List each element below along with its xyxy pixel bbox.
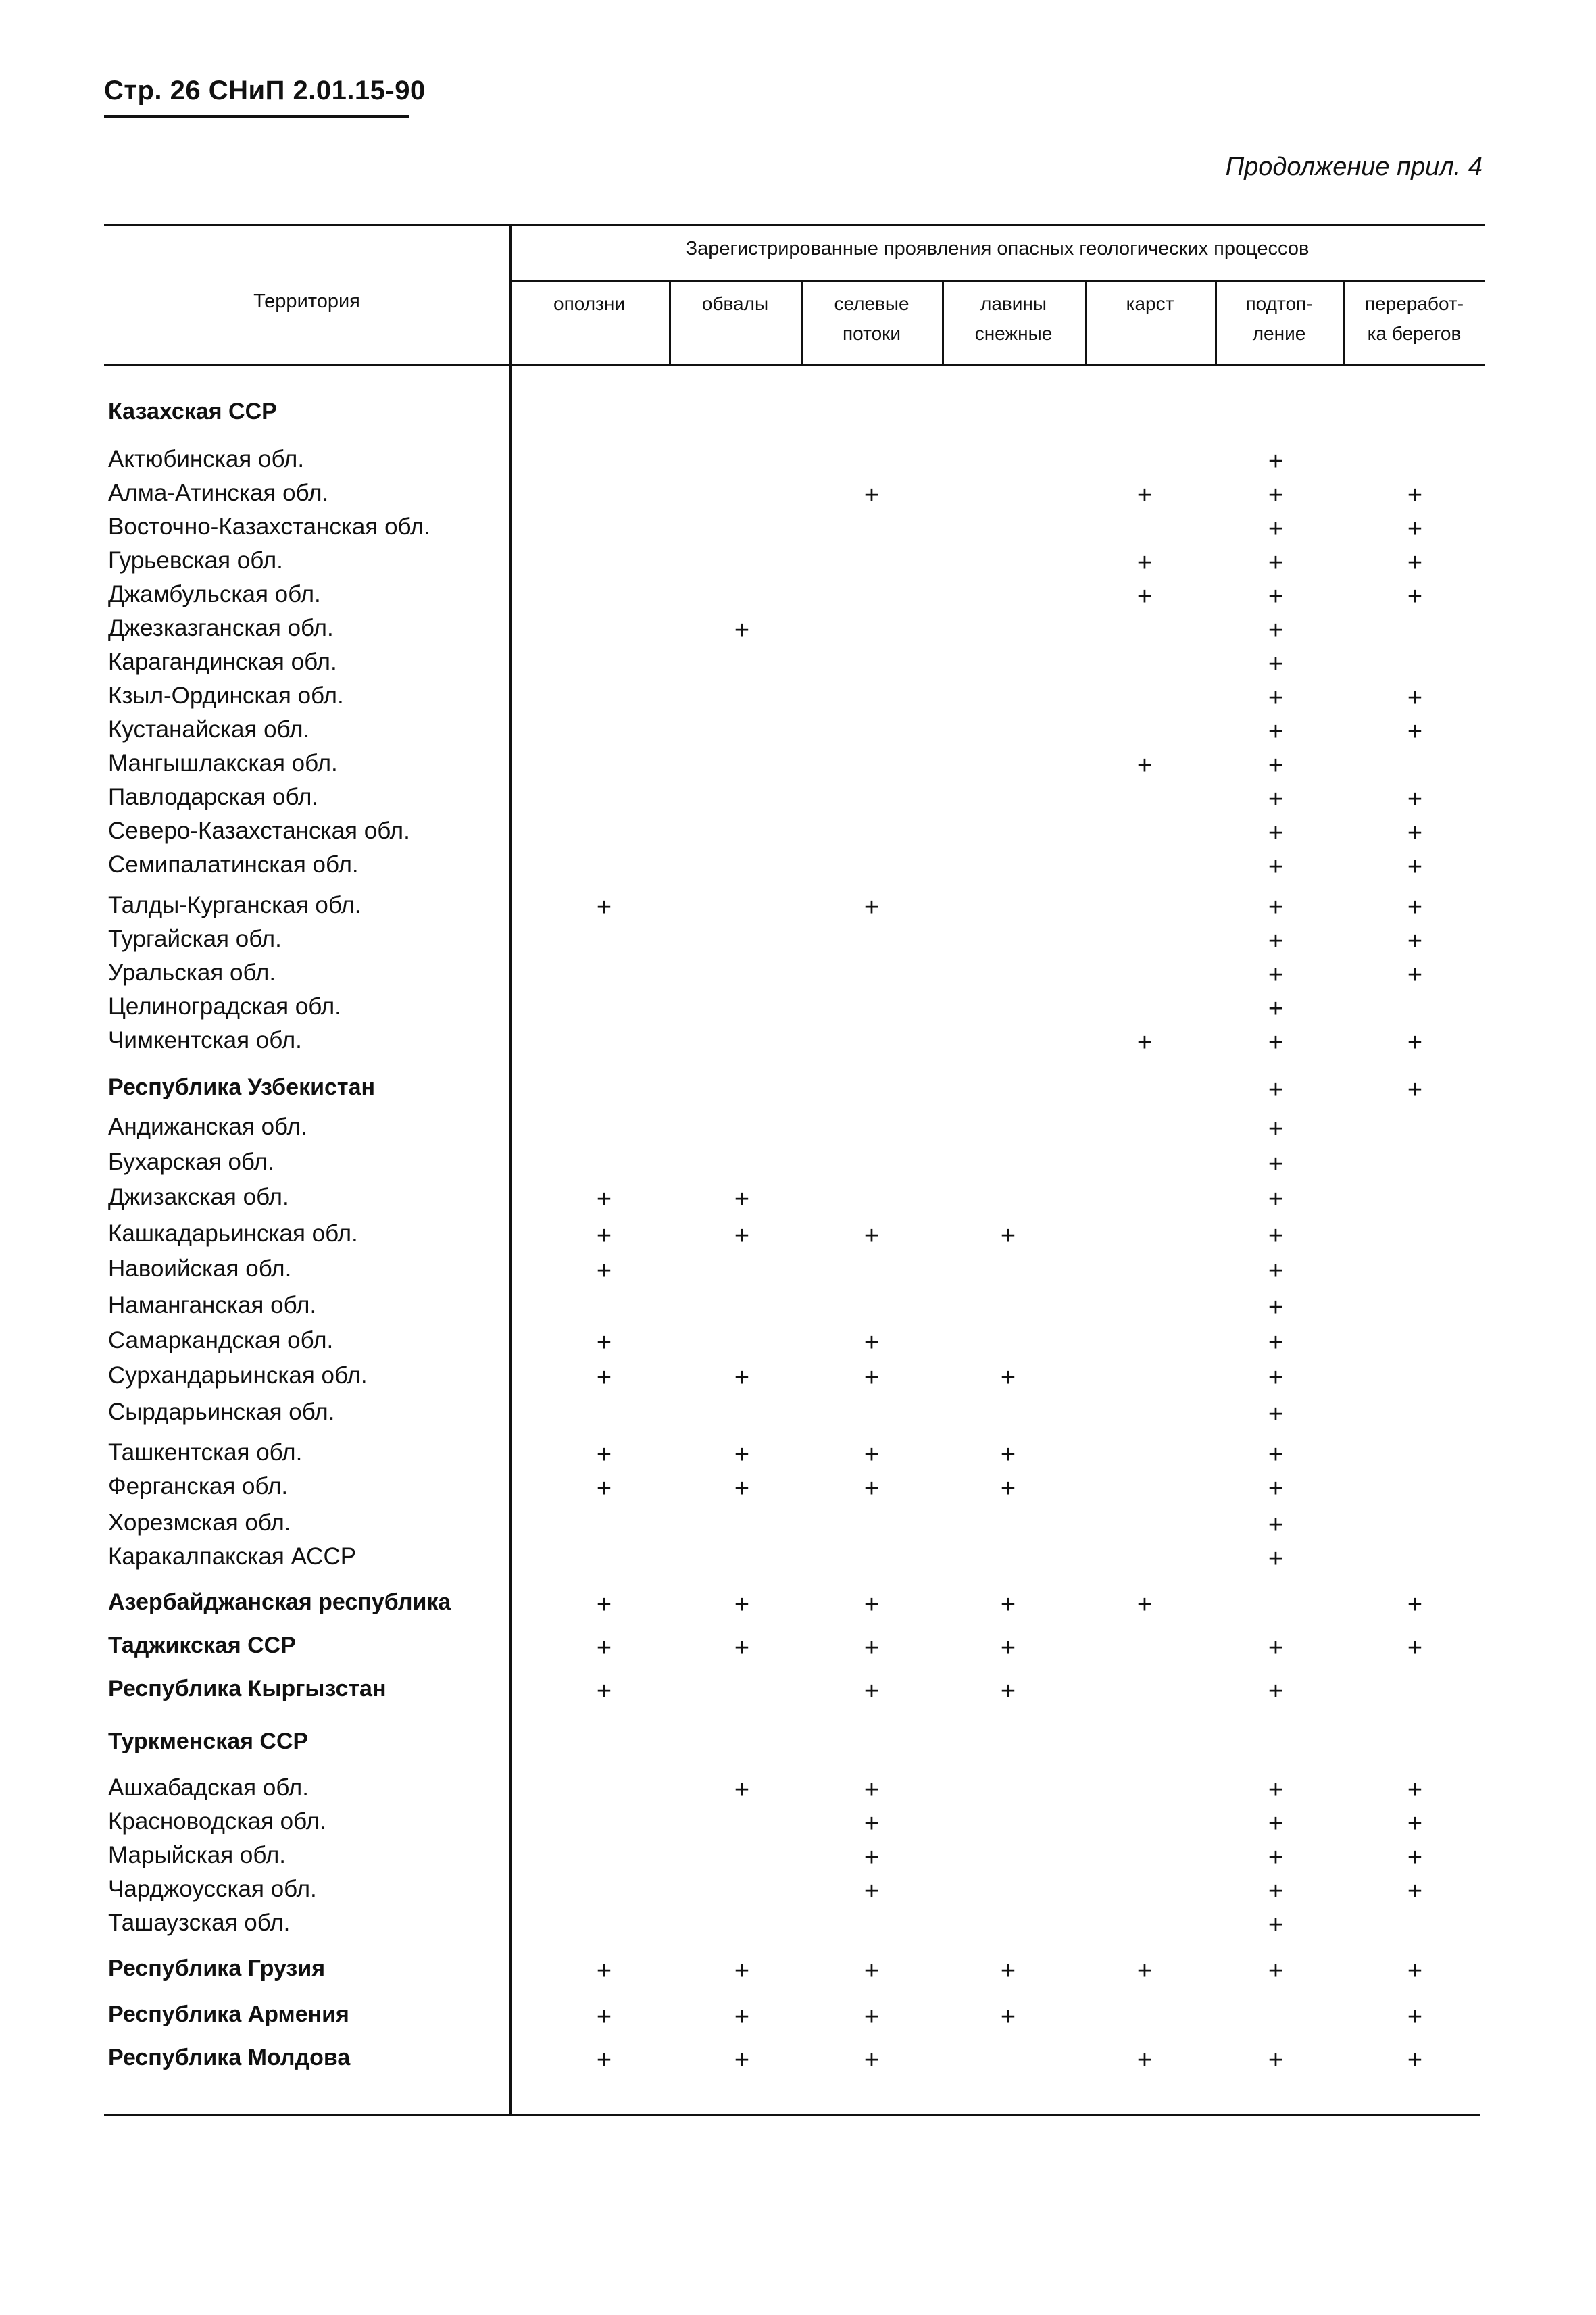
- plus-mark: +: [1407, 1028, 1423, 1057]
- plus-mark: +: [734, 1634, 750, 1662]
- plus-mark: +: [1268, 751, 1284, 780]
- table-row-region: [0, 2045, 1596, 2078]
- plus-mark: +: [1137, 751, 1153, 780]
- territory-name: Самаркандская обл.: [108, 1327, 334, 1353]
- plus-mark: +: [1000, 1677, 1016, 1706]
- territory-name: Республика Узбекистан: [108, 1074, 376, 1100]
- plus-mark: +: [1407, 927, 1423, 955]
- plus-mark: +: [1268, 1076, 1284, 1104]
- plus-mark: +: [596, 2003, 612, 2031]
- plus-mark: +: [1000, 1957, 1016, 1985]
- plus-mark: +: [1268, 995, 1284, 1023]
- table-row: [0, 1149, 1596, 1183]
- plus-mark: +: [864, 1591, 880, 1619]
- table-row: [0, 1842, 1596, 1876]
- territory-name: Казахская ССР: [108, 399, 277, 424]
- plus-mark: +: [1000, 1591, 1016, 1619]
- plus-mark: +: [1268, 515, 1284, 543]
- plus-mark: +: [1407, 1076, 1423, 1104]
- table-row: [0, 1543, 1596, 1577]
- column-header-line: переработ-: [1364, 293, 1464, 314]
- plus-mark: +: [734, 616, 750, 645]
- plus-mark: +: [1268, 1843, 1284, 1872]
- plus-mark: +: [1268, 1364, 1284, 1392]
- plus-mark: +: [1268, 1511, 1284, 1539]
- plus-mark: +: [1268, 1441, 1284, 1469]
- table-row-region: [0, 1676, 1596, 1710]
- plus-mark: +: [596, 1591, 612, 1619]
- table-row: [0, 1027, 1596, 1061]
- continuation-note: Продолжение прил. 4: [1225, 153, 1482, 181]
- territory-name: Бухарская обл.: [108, 1149, 274, 1175]
- territory-name: Туркменская ССР: [108, 1728, 309, 1754]
- table-row: [0, 1473, 1596, 1507]
- plus-mark: +: [1407, 549, 1423, 577]
- table-row: [0, 1220, 1596, 1254]
- plus-mark: +: [1268, 1474, 1284, 1503]
- plus-mark: +: [1268, 481, 1284, 509]
- table-row: [0, 682, 1596, 716]
- table-row: [0, 1510, 1596, 1543]
- plus-mark: +: [734, 1957, 750, 1985]
- column-header-line: потоки: [842, 323, 901, 344]
- table-row-region: [0, 1074, 1596, 1108]
- plus-mark: +: [1407, 481, 1423, 509]
- table-row: [0, 1808, 1596, 1842]
- plus-mark: +: [1268, 582, 1284, 611]
- plus-mark: +: [596, 1185, 612, 1214]
- territory-name: Чимкентская обл.: [108, 1027, 302, 1053]
- territory-name: Алма-Атинская обл.: [108, 480, 329, 506]
- plus-mark: +: [596, 1634, 612, 1662]
- plus-mark: +: [864, 1441, 880, 1469]
- table-row: [0, 581, 1596, 615]
- plus-mark: +: [1268, 819, 1284, 847]
- territory-name: Азербайджанская республика: [108, 1589, 451, 1615]
- column-header-line: обвалы: [701, 293, 769, 314]
- plus-mark: +: [1268, 927, 1284, 955]
- plus-mark: +: [1268, 1957, 1284, 1985]
- plus-mark: +: [1407, 1810, 1423, 1838]
- plus-mark: +: [596, 2046, 612, 2074]
- plus-mark: +: [734, 2003, 750, 2031]
- territory-name: Каракалпакская АССР: [108, 1543, 357, 1570]
- table-row: [0, 1876, 1596, 1910]
- table-row-region: [0, 399, 1596, 432]
- plus-mark: +: [1268, 1222, 1284, 1250]
- territory-name: Сырдарьинская обл.: [108, 1399, 335, 1425]
- plus-mark: +: [1268, 1911, 1284, 1939]
- plus-mark: +: [596, 1257, 612, 1285]
- plus-mark: +: [1407, 1776, 1423, 1804]
- column-header: [1215, 289, 1343, 349]
- territory-name: Кустанайская обл.: [108, 716, 310, 743]
- plus-mark: +: [864, 1843, 880, 1872]
- column-header-line: снежные: [974, 323, 1053, 344]
- group-header: Зарегистрированные проявления опасных геологических процессов: [685, 238, 1310, 259]
- table-header-bottom-rule: [104, 364, 1485, 366]
- territory-name: Сурхандарьинская обл.: [108, 1362, 368, 1389]
- plus-mark: +: [1268, 718, 1284, 746]
- plus-mark: +: [1407, 893, 1423, 922]
- column-header-line: оползни: [553, 293, 625, 314]
- table-row: [0, 1327, 1596, 1361]
- plus-mark: +: [1268, 1185, 1284, 1214]
- table-row: [0, 1292, 1596, 1326]
- table-row: [0, 1184, 1596, 1218]
- table-row: [0, 1774, 1596, 1808]
- plus-mark: +: [1407, 1843, 1423, 1872]
- territory-name: Ташкентская обл.: [108, 1439, 303, 1466]
- table-row: [0, 818, 1596, 851]
- plus-mark: +: [1268, 616, 1284, 645]
- plus-mark: +: [1137, 549, 1153, 577]
- plus-mark: +: [1407, 819, 1423, 847]
- group-header-rule: [509, 280, 1485, 282]
- column-header-line: ление: [1252, 323, 1306, 344]
- plus-mark: +: [596, 1328, 612, 1357]
- plus-mark: +: [596, 1364, 612, 1392]
- territory-name: Северо-Казахстанская обл.: [108, 818, 410, 844]
- plus-mark: +: [734, 1776, 750, 1804]
- plus-mark: +: [1137, 1591, 1153, 1619]
- territory-name: Мангышлакская обл.: [108, 750, 338, 776]
- territory-name: Ферганская обл.: [108, 1473, 289, 1499]
- column-header-line: лавины: [980, 293, 1047, 314]
- table-row-region: [0, 1633, 1596, 1666]
- territory-name: Целиноградская обл.: [108, 993, 341, 1020]
- plus-mark: +: [1137, 582, 1153, 611]
- territory-name: Павлодарская обл.: [108, 784, 319, 810]
- table-row: [0, 750, 1596, 784]
- plus-mark: +: [864, 893, 880, 922]
- territory-name: Наманганская обл.: [108, 1292, 317, 1318]
- plus-mark: +: [1268, 893, 1284, 922]
- plus-mark: +: [864, 1364, 880, 1392]
- page-header: Стр. 26 СНиП 2.01.15-90: [104, 76, 426, 105]
- table-row: [0, 993, 1596, 1027]
- table-row: [0, 1362, 1596, 1396]
- plus-mark: +: [864, 1474, 880, 1503]
- plus-mark: +: [1268, 961, 1284, 989]
- plus-mark: +: [1000, 1364, 1016, 1392]
- plus-mark: +: [1407, 582, 1423, 611]
- plus-mark: +: [1407, 961, 1423, 989]
- column-header: [669, 289, 801, 319]
- plus-mark: +: [1407, 684, 1423, 712]
- plus-mark: +: [1268, 1634, 1284, 1662]
- table-row: [0, 480, 1596, 514]
- plus-mark: +: [1268, 447, 1284, 476]
- plus-mark: +: [1407, 1877, 1423, 1906]
- territory-name: Таджикская ССР: [108, 1633, 296, 1658]
- column-header: [509, 289, 669, 319]
- plus-mark: +: [734, 1185, 750, 1214]
- plus-mark: +: [864, 1222, 880, 1250]
- plus-mark: +: [1407, 2003, 1423, 2031]
- table-row: [0, 1114, 1596, 1147]
- territory-name: Уральская обл.: [108, 960, 276, 986]
- plus-mark: +: [1268, 1877, 1284, 1906]
- territory-name: Республика Кыргызстан: [108, 1676, 386, 1701]
- plus-mark: +: [1268, 1293, 1284, 1322]
- plus-mark: +: [1268, 853, 1284, 881]
- plus-mark: +: [1407, 1957, 1423, 1985]
- table-row: [0, 926, 1596, 960]
- plus-mark: +: [1268, 1028, 1284, 1057]
- plus-mark: +: [1000, 1634, 1016, 1662]
- plus-mark: +: [1407, 785, 1423, 814]
- territory-name: Тургайская обл.: [108, 926, 282, 952]
- table-row: [0, 784, 1596, 818]
- plus-mark: +: [1000, 1474, 1016, 1503]
- territory-name: Талды-Курганская обл.: [108, 892, 361, 918]
- plus-mark: +: [734, 1222, 750, 1250]
- territory-name: Чарджоусская обл.: [108, 1876, 317, 1902]
- plus-mark: +: [864, 1957, 880, 1985]
- plus-mark: +: [1137, 481, 1153, 509]
- territory-name: Кашкадарьинская обл.: [108, 1220, 358, 1247]
- column-header: [942, 289, 1085, 349]
- plus-mark: +: [864, 1877, 880, 1906]
- plus-mark: +: [734, 1591, 750, 1619]
- table-row-region: [0, 1728, 1596, 1762]
- table-top-rule: [104, 224, 1485, 226]
- column-header-line: селевые: [834, 293, 909, 314]
- territory-name: Восточно-Казахстанская обл.: [108, 514, 431, 540]
- territory-name: Навоийская обл.: [108, 1255, 292, 1282]
- plus-mark: +: [1407, 515, 1423, 543]
- plus-mark: +: [1268, 1400, 1284, 1428]
- table-bottom-rule: [104, 2114, 1480, 2116]
- table-row-region: [0, 1589, 1596, 1623]
- plus-mark: +: [596, 1222, 612, 1250]
- plus-mark: +: [1000, 1222, 1016, 1250]
- territory-name: Джезказганская обл.: [108, 615, 334, 641]
- plus-mark: +: [1268, 1115, 1284, 1143]
- plus-mark: +: [1268, 1328, 1284, 1357]
- territory-name: Республика Грузия: [108, 1956, 326, 1981]
- table-row: [0, 1255, 1596, 1289]
- column-header: [1343, 289, 1485, 349]
- plus-mark: +: [596, 893, 612, 922]
- plus-mark: +: [864, 1634, 880, 1662]
- territory-name: Карагандинская обл.: [108, 649, 337, 675]
- plus-mark: +: [1268, 684, 1284, 712]
- plus-mark: +: [864, 1810, 880, 1838]
- plus-mark: +: [734, 1364, 750, 1392]
- plus-mark: +: [1268, 549, 1284, 577]
- territory-name: Хорезмская обл.: [108, 1510, 291, 1536]
- table-row: [0, 446, 1596, 480]
- plus-mark: +: [1268, 1150, 1284, 1178]
- header-underline: [104, 115, 409, 118]
- column-header: [801, 289, 942, 349]
- table-row: [0, 716, 1596, 750]
- column-header-line: карст: [1126, 293, 1174, 314]
- plus-mark: +: [596, 1441, 612, 1469]
- table-row: [0, 1910, 1596, 1943]
- plus-mark: +: [596, 1677, 612, 1706]
- territory-name: Ашхабадская обл.: [108, 1774, 309, 1801]
- territory-name: Марыйская обл.: [108, 1842, 286, 1868]
- plus-mark: +: [1407, 853, 1423, 881]
- plus-mark: +: [1137, 1957, 1153, 1985]
- plus-mark: +: [1268, 1810, 1284, 1838]
- plus-mark: +: [734, 1441, 750, 1469]
- territory-name: Кзыл-Ординская обл.: [108, 682, 344, 709]
- territory-name: Андижанская обл.: [108, 1114, 307, 1140]
- plus-mark: +: [1268, 1545, 1284, 1573]
- territory-header: Территория: [253, 291, 360, 312]
- table-row: [0, 851, 1596, 885]
- territory-name: Джамбульская обл.: [108, 581, 321, 607]
- plus-mark: +: [1268, 650, 1284, 678]
- territory-name: Гурьевская обл.: [108, 547, 283, 574]
- table-row: [0, 1439, 1596, 1473]
- plus-mark: +: [1268, 1677, 1284, 1706]
- plus-mark: +: [1407, 1634, 1423, 1662]
- territory-name: Республика Армения: [108, 2001, 349, 2027]
- plus-mark: +: [1137, 2046, 1153, 2074]
- plus-mark: +: [864, 1328, 880, 1357]
- plus-mark: +: [864, 481, 880, 509]
- table-row: [0, 615, 1596, 649]
- plus-mark: +: [734, 1474, 750, 1503]
- plus-mark: +: [1268, 785, 1284, 814]
- territory-name: Семипалатинская обл.: [108, 851, 359, 878]
- plus-mark: +: [864, 2003, 880, 2031]
- table-row: [0, 649, 1596, 682]
- plus-mark: +: [1407, 1591, 1423, 1619]
- table-row: [0, 514, 1596, 547]
- table-row: [0, 892, 1596, 926]
- plus-mark: +: [1000, 1441, 1016, 1469]
- plus-mark: +: [1407, 2046, 1423, 2074]
- column-header-line: подтоп-: [1245, 293, 1313, 314]
- territory-name: Ташаузская обл.: [108, 1910, 291, 1936]
- plus-mark: +: [596, 1474, 612, 1503]
- plus-mark: +: [1137, 1028, 1153, 1057]
- territory-name: Актюбинская обл.: [108, 446, 305, 472]
- territory-name: Красноводская обл.: [108, 1808, 326, 1835]
- plus-mark: +: [864, 2046, 880, 2074]
- table-row-region: [0, 2001, 1596, 2035]
- column-header: [1085, 289, 1215, 319]
- plus-mark: +: [1268, 2046, 1284, 2074]
- plus-mark: +: [1268, 1776, 1284, 1804]
- plus-mark: +: [864, 1776, 880, 1804]
- plus-mark: +: [596, 1957, 612, 1985]
- plus-mark: +: [1000, 2003, 1016, 2031]
- plus-mark: +: [1407, 718, 1423, 746]
- table-row: [0, 547, 1596, 581]
- territory-name: Республика Молдова: [108, 2045, 351, 2070]
- plus-mark: +: [864, 1677, 880, 1706]
- table-row: [0, 1399, 1596, 1433]
- column-header-line: ка берегов: [1367, 323, 1462, 344]
- territory-name: Джизакская обл.: [108, 1184, 289, 1210]
- plus-mark: +: [734, 2046, 750, 2074]
- table-row: [0, 960, 1596, 993]
- table-row-region: [0, 1956, 1596, 1989]
- plus-mark: +: [1268, 1257, 1284, 1285]
